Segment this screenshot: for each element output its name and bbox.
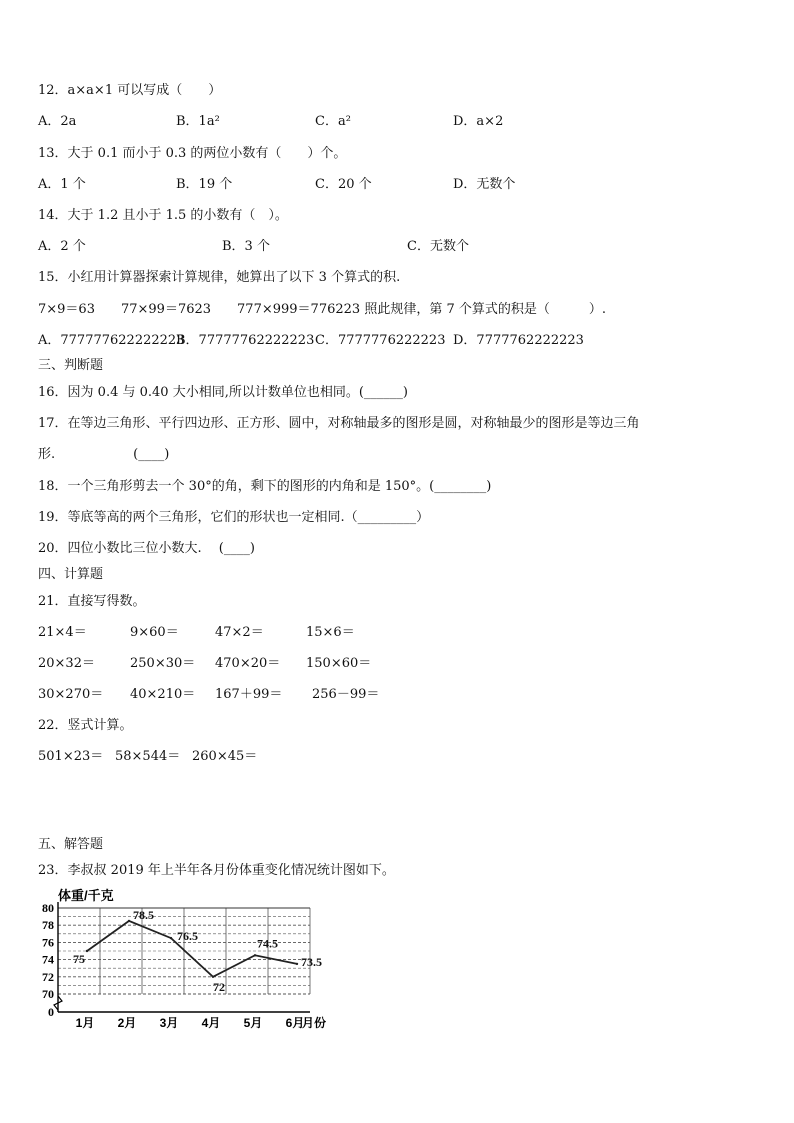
chart-data-label: 78.5 [133,907,154,922]
chart-data-point [86,950,88,952]
chart-y-tick-label: 76 [42,935,54,950]
chart-x-tick-label: 5月 [243,1016,263,1030]
q12-option-c: C．a² [315,114,351,129]
chart-data-point [128,920,130,922]
chart-axes [54,902,310,1012]
q17-text-line2: 形. (____) [38,447,170,462]
chart-data-point [170,937,172,939]
q13-option-a: A．1 个 [38,177,86,192]
chart-x-axis-label: 月份 [302,1016,327,1030]
q18-text: 18．一个三角形剪去一个 30°的角，剩下的图形的内角和是 150°。(________) [38,479,492,494]
q15-stem: 15．小红用计算器探索计算规律，她算出了以下 3 个算式的积. [38,270,401,285]
chart-data-point [254,954,256,956]
chart-x-tick-label: 2月 [117,1016,137,1030]
chart-x-tick-label: 3月 [159,1016,179,1030]
q22-stem: 22．竖式计算。 [38,718,133,733]
chart-data-label: 72 [213,979,225,994]
section-title-judgement: 三、判断题 [38,358,104,373]
q20-text: 20．四位小数比三位小数大. (____) [38,541,255,556]
q21-item: 9×60＝ [130,625,179,640]
q21-stem: 21．直接写得数。 [38,594,146,609]
q14-option-b: B．3 个 [222,239,270,254]
q22-item: 501×23＝ [38,749,104,764]
chart-x-tick-label: 6月 [285,1016,305,1030]
q12-option-b: B．1a² [176,114,220,129]
q21-item: 150×60＝ [306,656,372,671]
q14-option-c: C．无数个 [407,239,469,254]
chart-data-point [212,976,214,978]
q21-item: 30×270＝ [38,687,104,702]
chart-x-tick-label: 4月 [201,1016,221,1030]
q16-text: 16．因为 0.4 与 0.40 大小相同,所以计数单位也相同。(______) [38,385,408,400]
q13-stem: 13．大于 0.1 而小于 0.3 的两位小数有（ ）个。 [38,146,347,161]
q21-item: 470×20＝ [215,656,281,671]
q22-item: 58×544＝ [115,749,181,764]
q21-item: 47×2＝ [215,625,264,640]
chart-data-point [296,963,298,965]
chart-data-label: 74.5 [257,936,278,951]
chart-y-tick-label: 78 [42,918,54,933]
q21-item: 167＋99＝ [215,687,283,702]
chart-y-tick-label: 0 [48,1005,54,1019]
q15-option-b: B．77777762222223 [176,333,315,348]
chart-data-label: 73.5 [301,954,322,969]
q15-option-d: D．7777762222223 [453,333,584,348]
q21-item: 40×210＝ [130,687,196,702]
weight-line-chart [30,884,350,1034]
q15-option-a: A．777777622222223 [38,333,185,348]
q15-pattern: 7×9＝63 77×99＝7623 777×999＝776223 照此规律，第 7 个算式的积是（ ）. [38,302,606,317]
q13-option-d: D．无数个 [453,177,516,192]
q21-item: 15×6＝ [306,625,355,640]
section-title-calculation: 四、计算题 [38,567,104,582]
chart-data-label: 75 [73,952,85,966]
chart-y-tick-label: 80 [42,901,54,915]
chart-x-tick-label: 1月 [75,1016,95,1030]
q15-option-c: C．7777776222223 [315,333,446,348]
q13-option-b: B．19 个 [176,177,233,192]
q14-option-a: A．2 个 [38,239,86,254]
chart-y-tick-label: 74 [42,952,54,967]
chart-y-axis-label: 体重/千克 [58,888,114,903]
q22-item: 260×45＝ [192,749,258,764]
q21-item: 256－99＝ [312,687,380,702]
q21-item: 20×32＝ [38,656,95,671]
q21-item: 250×30＝ [130,656,196,671]
q12-stem: 12．a×a×1 可以写成（ ） [38,83,222,98]
q12-option-a: A．2a [38,114,77,129]
q12-option-d: D．a×2 [453,114,504,129]
q21-item: 21×4＝ [38,625,87,640]
q17-text-line1: 17．在等边三角形、平行四边形、正方形、圆中，对称轴最多的图形是圆，对称轴最少的图形是等边三角 [38,416,640,431]
q19-text: 19．等底等高的两个三角形，它们的形状也一定相同.（_________） [38,510,430,525]
section-title-solution: 五、解答题 [38,837,104,852]
q23-stem: 23．李叔叔 2019 年上半年各月份体重变化情况统计图如下。 [38,863,395,878]
chart-y-tick-label: 72 [42,969,54,984]
chart-y-tick-label: 70 [42,987,54,1001]
q13-option-c: C．20 个 [315,177,372,192]
chart-data-label: 76.5 [177,929,198,944]
q14-stem: 14．大于 1.2 且小于 1.5 的小数有（ ）。 [38,208,288,223]
